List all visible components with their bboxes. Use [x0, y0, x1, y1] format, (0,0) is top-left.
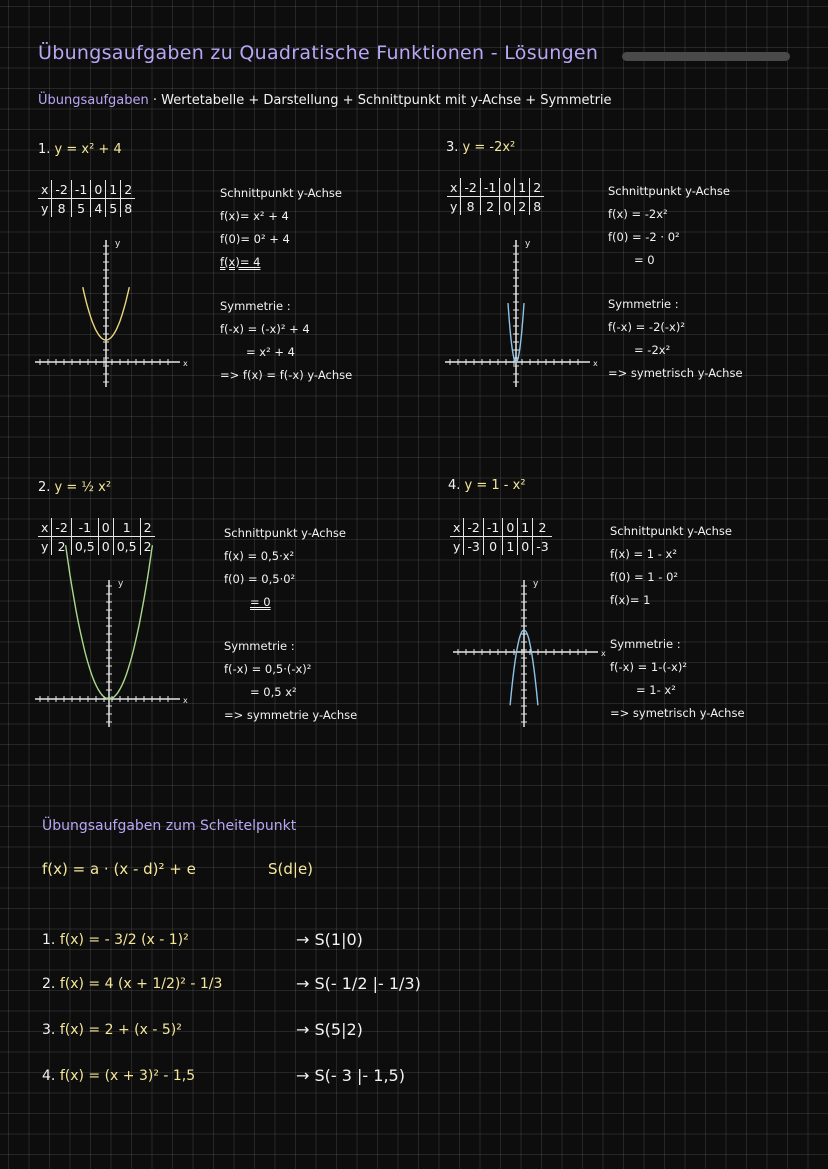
table-cell: 0	[91, 180, 106, 199]
table-cell: y	[41, 538, 49, 554]
table-cell: 1	[113, 518, 140, 537]
note-line: = 0,5 x²	[250, 685, 297, 699]
vertex-task-4	[42, 1068, 195, 1084]
table-cell: 1	[503, 537, 518, 556]
vertex-task-3	[42, 1022, 182, 1038]
task-function: f(x) = 2 + (x - 5)²	[59, 1022, 182, 1038]
y-axis-label: y	[525, 239, 531, 249]
table-cell: -2	[52, 180, 71, 199]
table-cell: 8	[530, 197, 544, 216]
page-title: Übungsaufgaben zu Quadratische Funktionen - Lösungen	[38, 42, 599, 64]
note-line: Symmetrie :	[608, 297, 679, 311]
note-line: = x² + 4	[246, 345, 295, 359]
note-line: f(x) = 0,5·x²	[224, 549, 295, 563]
task-function: f(x) = (x + 3)² - 1,5	[59, 1068, 196, 1084]
note-line: f(x)= 4	[220, 255, 261, 269]
value-table-2	[38, 518, 155, 555]
vertex-task-2	[42, 976, 222, 992]
y-axis-label: y	[533, 579, 539, 589]
task-number: 2.	[42, 976, 56, 992]
note-line: => symetrisch y-Achse	[608, 366, 743, 380]
task-function: f(x) = 4 (x + 1/2)² - 1/3	[59, 976, 223, 992]
task-number: 1.	[42, 932, 56, 948]
note-line: f(0) = 1 - 0²	[610, 570, 678, 584]
table-cell: 5	[106, 199, 121, 218]
note-line: Symmetrie :	[610, 637, 681, 651]
value-table-4	[450, 518, 552, 555]
table-cell: 1	[106, 180, 121, 199]
table-cell: 0	[503, 518, 518, 537]
table-cell: 2	[140, 537, 154, 556]
table-cell: 0	[483, 537, 502, 556]
note-line: f(0)= 0² + 4	[220, 232, 290, 246]
table-cell: 2	[480, 197, 499, 216]
note-line: => symmetrie y-Achse	[224, 708, 358, 722]
vertex-task-1	[42, 932, 189, 948]
title-highlight-bar	[622, 52, 790, 61]
note-line: => f(x) = f(-x) y-Achse	[220, 368, 353, 382]
table-cell: 0	[98, 518, 113, 537]
note-line: f(0) = 0,5·0²	[224, 572, 296, 586]
note-line: f(x) = -2x²	[608, 207, 668, 221]
table-cell: -2	[52, 518, 71, 537]
value-table-3	[447, 178, 544, 215]
note-line: = 0	[634, 253, 655, 267]
note-line: = 0	[250, 595, 271, 609]
note-line: Schnittpunkt y-Achse	[608, 184, 730, 198]
note-line: f(-x) = 1-(-x)²	[610, 660, 687, 674]
note-line: Schnittpunkt y-Achse	[220, 186, 342, 200]
note-line: f(x) = 1 - x²	[610, 547, 677, 561]
vertex-solution-1: → S(1|0)	[296, 930, 363, 949]
section-1-heading-main: Übungsaufgaben	[38, 93, 149, 108]
task-number: 4.	[42, 1068, 56, 1084]
table-cell: x	[450, 518, 464, 537]
graph-4	[448, 572, 613, 732]
table-cell: 2	[52, 537, 71, 556]
graph-1	[30, 232, 195, 392]
table-cell: 2	[121, 180, 135, 199]
note-line: Symmetrie :	[224, 639, 295, 653]
table-cell: 2	[515, 197, 530, 216]
vertex-form-formula: f(x) = a · (x - d)² + e	[42, 860, 196, 878]
x-axis-label: x	[601, 649, 606, 658]
exercise-number: 4.	[448, 478, 461, 493]
section-2-heading: Übungsaufgaben zum Scheitelpunkt	[42, 818, 297, 834]
vertex-solution-2: → S(- 1/2 |- 1/3)	[296, 974, 421, 993]
table-cell: -2	[464, 518, 483, 537]
exercise-2-label	[38, 480, 111, 495]
table-cell: x	[38, 180, 52, 199]
x-axis-label: x	[183, 696, 188, 705]
exercise-function: y = x² + 4	[54, 142, 122, 157]
note-line: f(x)= 1	[610, 593, 651, 607]
table-cell: 0	[98, 537, 113, 556]
note-line: f(-x) = (-x)² + 4	[220, 322, 310, 336]
table-cell: 0,5	[113, 537, 140, 556]
note-line: Schnittpunkt y-Achse	[224, 526, 346, 540]
graph-2	[30, 572, 195, 732]
exercise-function: y = -2x²	[462, 140, 516, 155]
table-cell: 1	[518, 518, 533, 537]
x-axis-label: x	[183, 359, 188, 368]
solution-notes-4	[610, 520, 745, 725]
table-cell: 8	[52, 199, 71, 218]
y-axis-label: y	[118, 579, 124, 589]
table-cell: -1	[71, 518, 98, 537]
vertex-solution-3: → S(5|2)	[296, 1020, 363, 1039]
task-function: f(x) = - 3/2 (x - 1)²	[59, 932, 189, 948]
table-cell: -2	[461, 178, 480, 197]
table-cell: 8	[121, 199, 135, 218]
section-1-heading-rest: · Wertetabelle + Darstellung + Schnittpunkt mit y-Achse + Symmetrie	[152, 93, 612, 108]
table-cell: 8	[461, 197, 480, 216]
table-cell: 0	[518, 537, 533, 556]
table-cell: 4	[91, 199, 106, 218]
table-cell: x	[447, 178, 461, 197]
table-cell: 5	[71, 199, 90, 218]
note-line: f(-x) = 0,5·(-x)²	[224, 662, 312, 676]
exercise-4-label	[448, 478, 526, 493]
exercise-function: y = 1 - x²	[464, 478, 526, 493]
exercise-number: 3.	[446, 140, 459, 155]
note-line: f(0) = -2 · 0²	[608, 230, 680, 244]
table-cell: y	[450, 198, 458, 214]
table-cell: -3	[464, 537, 483, 556]
note-line: Symmetrie :	[220, 299, 291, 313]
solution-notes-2	[224, 522, 357, 727]
solution-notes-3	[608, 180, 743, 385]
table-cell: y	[41, 200, 49, 216]
vertex-notation: S(d|e)	[268, 860, 314, 878]
table-cell: -1	[71, 180, 90, 199]
y-axis-label: y	[115, 239, 121, 249]
note-line: Schnittpunkt y-Achse	[610, 524, 732, 538]
x-axis-label: x	[593, 359, 598, 368]
table-cell: 0,5	[71, 537, 98, 556]
table-cell: 2	[140, 518, 154, 537]
exercise-3-label	[446, 140, 515, 155]
note-line: = -2x²	[634, 343, 671, 357]
note-line: => symetrisch y-Achse	[610, 706, 745, 720]
table-cell: 2	[533, 518, 552, 537]
table-cell: -3	[533, 537, 552, 556]
exercise-function: y = ½ x²	[54, 480, 112, 495]
section-1-heading	[38, 93, 612, 108]
note-line: = 1- x²	[636, 683, 676, 697]
task-number: 3.	[42, 1022, 56, 1038]
exercise-number: 2.	[38, 480, 51, 495]
table-cell: 0	[500, 197, 515, 216]
table-cell: 2	[530, 178, 544, 197]
graph-3	[440, 232, 605, 392]
exercise-number: 1.	[38, 142, 51, 157]
table-cell: 1	[515, 178, 530, 197]
vertex-solution-4: → S(- 3 |- 1,5)	[296, 1066, 405, 1085]
value-table-1	[38, 180, 135, 217]
note-line: f(x)= x² + 4	[220, 209, 289, 223]
table-cell: 0	[500, 178, 515, 197]
table-cell: -1	[483, 518, 502, 537]
note-line: f(-x) = -2(-x)²	[608, 320, 685, 334]
table-cell: y	[453, 538, 461, 554]
exercise-1-label	[38, 142, 122, 157]
table-cell: -1	[480, 178, 499, 197]
solution-notes-1	[220, 182, 352, 387]
table-cell: x	[38, 518, 52, 537]
